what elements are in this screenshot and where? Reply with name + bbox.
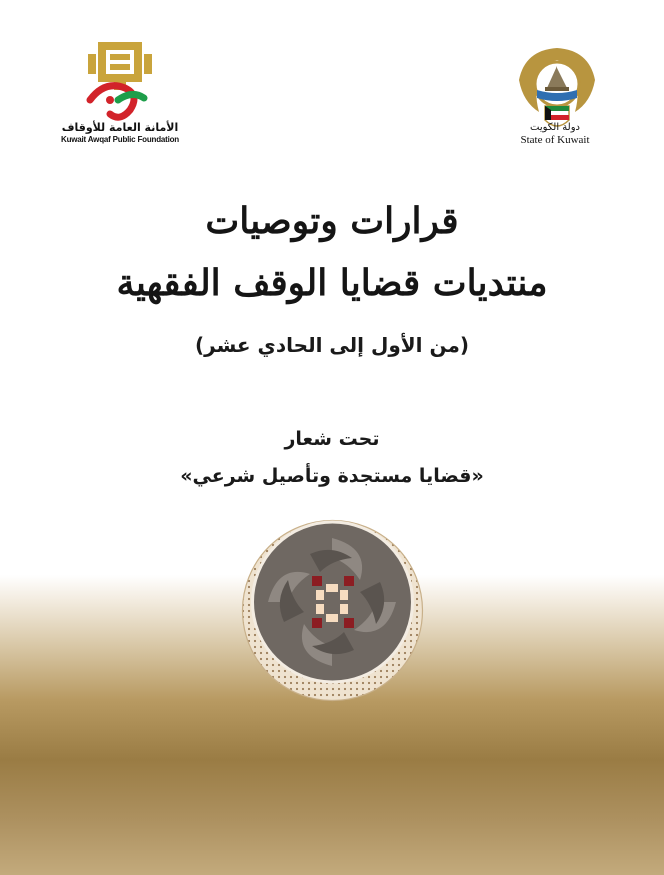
cover-title-line1: قرارات وتوصيات bbox=[205, 200, 459, 242]
foundation-name-arabic: الأمانة العامة للأوقاف bbox=[61, 121, 179, 134]
cover-subtitle: (من الأول إلى الحادي عشر) bbox=[195, 333, 469, 357]
forum-emblem-icon bbox=[240, 518, 425, 703]
slogan-label: تحت شعار bbox=[284, 428, 380, 450]
cover-title-line2: منتديات قضايا الوقف الفقهية bbox=[116, 262, 548, 304]
slogan-text: «قضايا مستجدة وتأصيل شرعي» bbox=[180, 465, 484, 487]
foundation-name-english: Kuwait Awqaf Public Foundation bbox=[61, 135, 179, 144]
state-name-arabic: دولة الكويت bbox=[530, 122, 580, 133]
state-name-english: State of Kuwait bbox=[520, 134, 590, 146]
